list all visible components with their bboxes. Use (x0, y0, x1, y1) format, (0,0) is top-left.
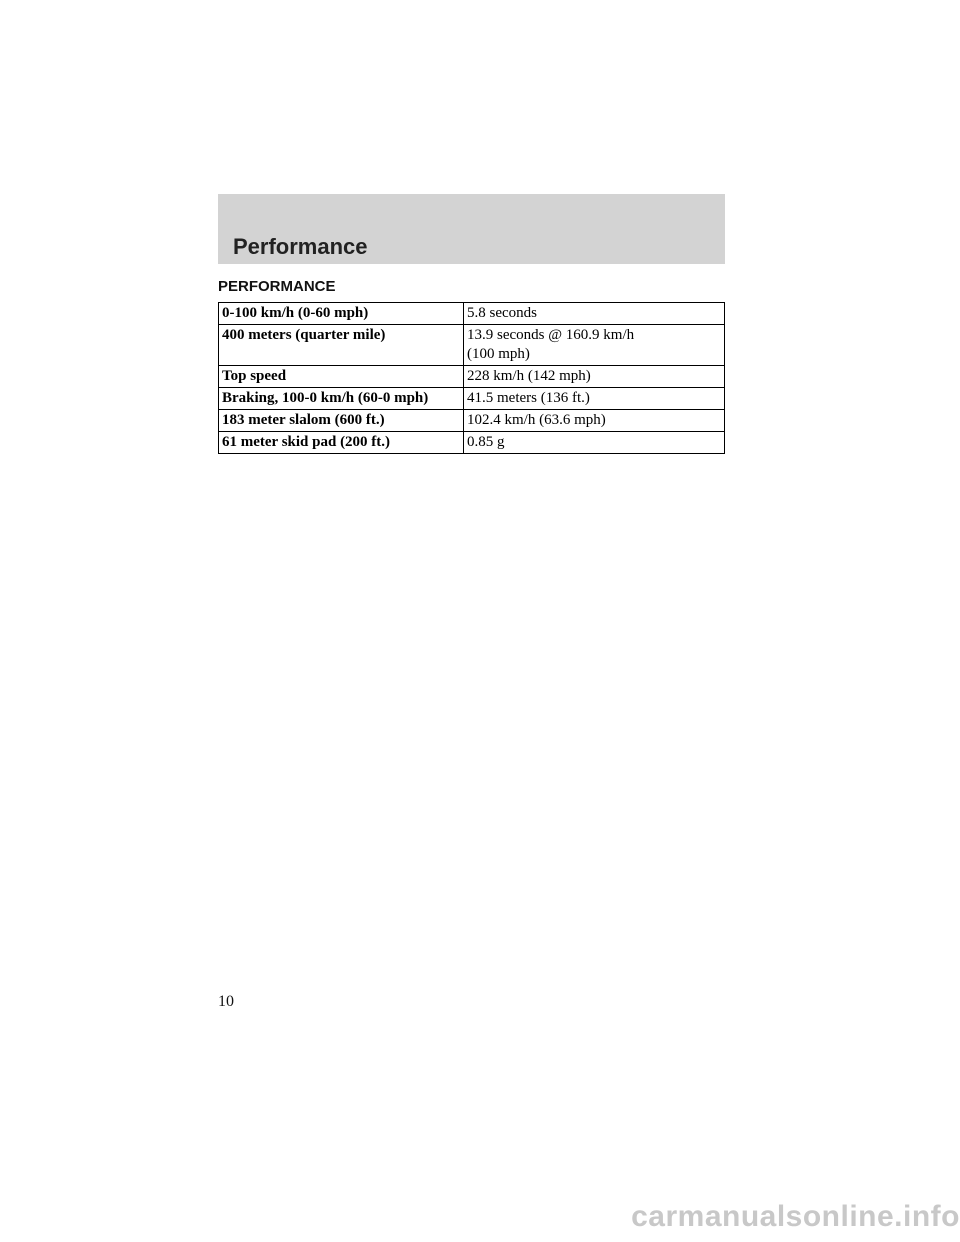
row-label: 400 meters (quarter mile) (219, 325, 464, 366)
row-label: 0-100 km/h (0-60 mph) (219, 303, 464, 325)
row-value: 102.4 km/h (63.6 mph) (464, 410, 725, 432)
row-label: 183 meter slalom (600 ft.) (219, 410, 464, 432)
performance-table (218, 302, 725, 454)
table-row (219, 388, 725, 410)
row-value: 13.9 seconds @ 160.9 km/h (100 mph) (464, 325, 725, 366)
row-label: 61 meter skid pad (200 ft.) (219, 432, 464, 454)
table-row (219, 432, 725, 454)
section-heading: PERFORMANCE (218, 278, 336, 295)
row-label: Top speed (219, 366, 464, 388)
row-value: 5.8 seconds (464, 303, 725, 325)
table-row (219, 410, 725, 432)
row-value: 228 km/h (142 mph) (464, 366, 725, 388)
row-label: Braking, 100-0 km/h (60-0 mph) (219, 388, 464, 410)
chapter-title: Performance (233, 234, 368, 259)
watermark-logo: carmanualsonline.info (631, 1200, 960, 1233)
page-number: 10 (218, 993, 234, 1010)
row-value: 0.85 g (464, 432, 725, 454)
table-row (219, 303, 725, 325)
row-value: 41.5 meters (136 ft.) (464, 388, 725, 410)
table-row (219, 325, 725, 366)
chapter-header (218, 194, 725, 264)
table-row (219, 366, 725, 388)
